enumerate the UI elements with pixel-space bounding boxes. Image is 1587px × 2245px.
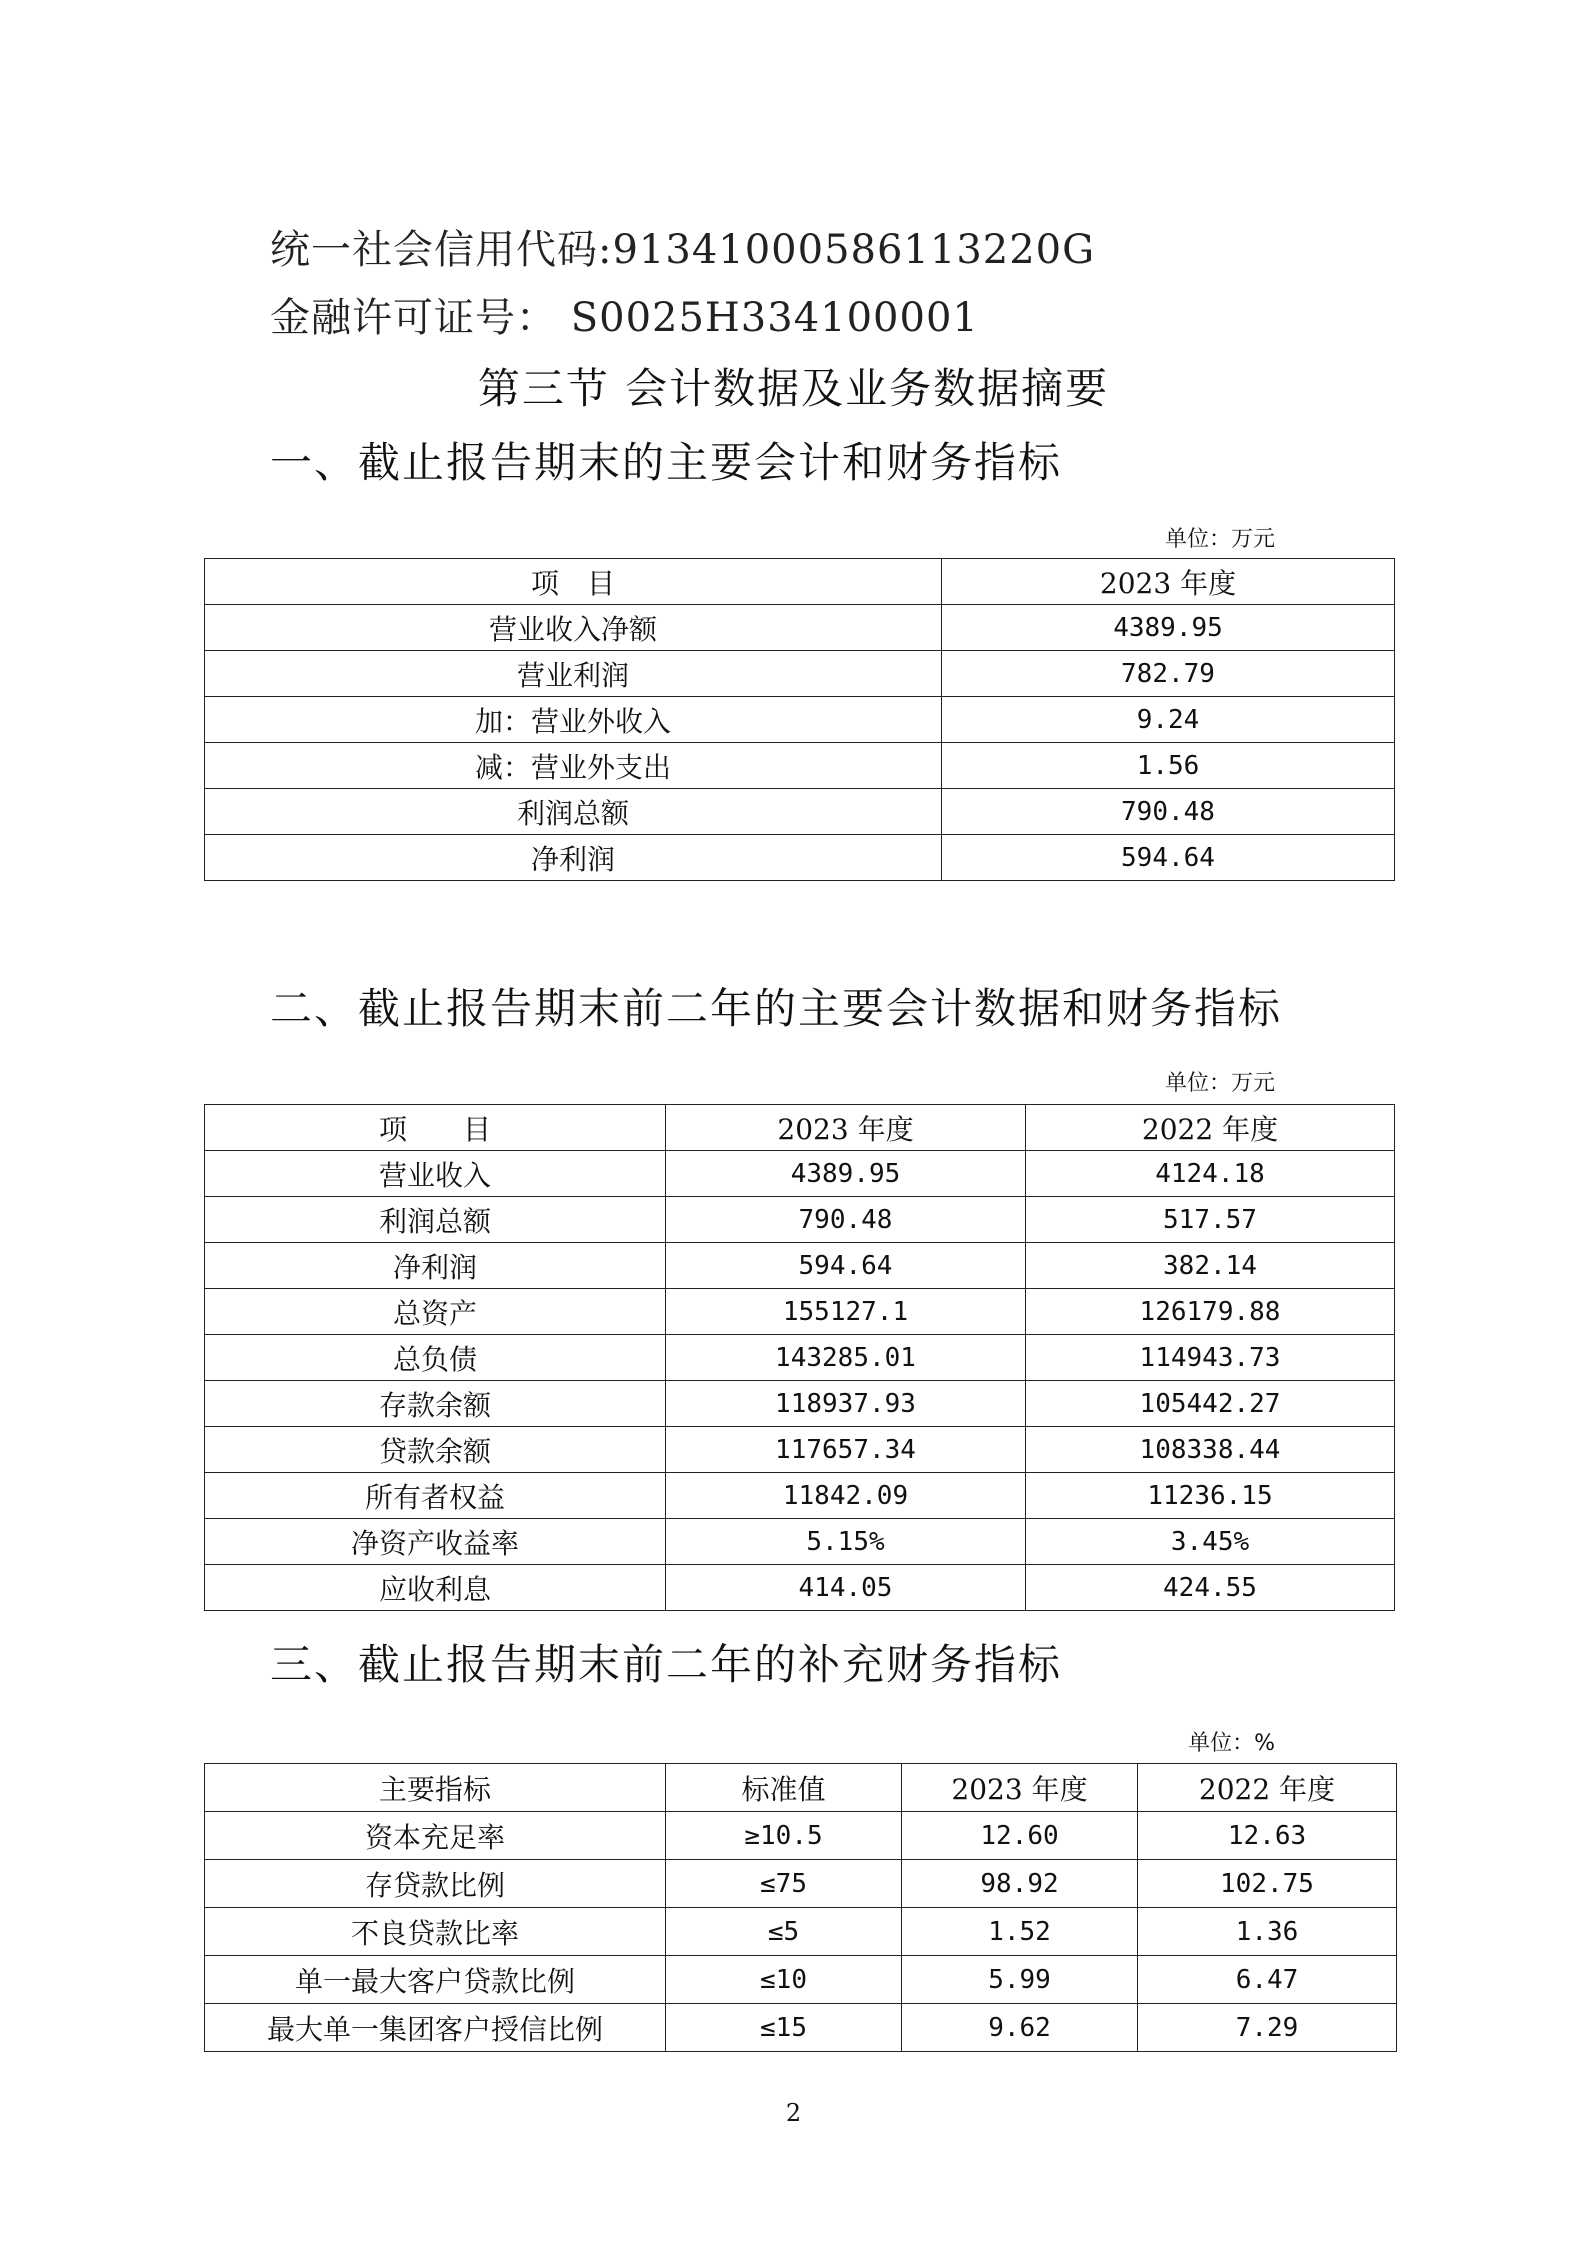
table-row (205, 1427, 1395, 1473)
row-value-2023: 9.62 (902, 2004, 1138, 2052)
table1-heading: 一、截止报告期末的主要会计和财务指标 (270, 438, 1063, 487)
license-number-line: 金融许可证号： S0025H334100001 (270, 295, 979, 341)
row-label: 应收利息 (205, 1565, 666, 1611)
table-row (205, 1243, 1395, 1289)
row-label: 存款余额 (205, 1381, 666, 1427)
row-standard: ≥10.5 (666, 1812, 902, 1860)
row-value-2023: 1.52 (902, 1908, 1138, 1956)
table-row (205, 1519, 1395, 1565)
row-value-2022: 6.47 (1138, 1956, 1397, 2004)
row-label: 所有者权益 (205, 1473, 666, 1519)
row-value-2022: 3.45% (1026, 1519, 1395, 1565)
table-row (205, 1812, 1397, 1860)
table2-heading: 二、截止报告期末前二年的主要会计数据和财务指标 (270, 984, 1283, 1033)
row-standard: ≤5 (666, 1908, 902, 1956)
row-label: 减：营业外支出 (205, 743, 942, 789)
table3-heading: 三、截止报告期末前二年的补充财务指标 (270, 1640, 1063, 1689)
row-value-2022: 12.63 (1138, 1812, 1397, 1860)
row-label: 净资产收益率 (205, 1519, 666, 1565)
row-label: 净利润 (205, 835, 942, 881)
table2-unit: 单位：万元 (1164, 1071, 1275, 1096)
table3-header-cell: 主要指标 (205, 1764, 666, 1812)
row-label: 总资产 (205, 1289, 666, 1335)
row-label: 存贷款比例 (205, 1860, 666, 1908)
row-value-2023: 782.79 (942, 651, 1395, 697)
table-row (205, 1565, 1395, 1611)
row-value-2023: 11842.09 (666, 1473, 1026, 1519)
row-standard: ≤10 (666, 1956, 902, 2004)
table-row (205, 1473, 1395, 1519)
row-value-2022: 102.75 (1138, 1860, 1397, 1908)
row-value-2023: 117657.34 (666, 1427, 1026, 1473)
row-value-2023: 143285.01 (666, 1335, 1026, 1381)
table-row (205, 605, 1395, 651)
table3-header-row (205, 1764, 1397, 1812)
row-label: 营业收入 (205, 1151, 666, 1197)
table1-header-row (205, 559, 1395, 605)
page-number: 2 (785, 2099, 802, 2127)
table-row (205, 1381, 1395, 1427)
table-row (205, 1197, 1395, 1243)
row-label: 利润总额 (205, 789, 942, 835)
row-value-2022: 108338.44 (1026, 1427, 1395, 1473)
table1-header-cell: 项 目 (205, 559, 942, 605)
row-value-2023: 790.48 (942, 789, 1395, 835)
row-standard: ≤15 (666, 2004, 902, 2052)
table2-header-cell: 2023 年度 (666, 1105, 1026, 1151)
table2-header-cell: 项 目 (205, 1105, 666, 1151)
row-label: 加：营业外收入 (205, 697, 942, 743)
row-label: 营业利润 (205, 651, 942, 697)
row-value-2023: 1.56 (942, 743, 1395, 789)
row-value-2022: 517.57 (1026, 1197, 1395, 1243)
row-value-2023: 98.92 (902, 1860, 1138, 1908)
row-label: 总负债 (205, 1335, 666, 1381)
table2-two-year-indicators (204, 1104, 1395, 1611)
table-row (205, 835, 1395, 881)
row-value-2022: 382.14 (1026, 1243, 1395, 1289)
table1-accounting-indicators (204, 558, 1395, 881)
table3-unit: 单位：% (1188, 1731, 1275, 1756)
row-value-2022: 424.55 (1026, 1565, 1395, 1611)
table3-header-cell: 标准值 (666, 1764, 902, 1812)
row-value-2023: 155127.1 (666, 1289, 1026, 1335)
row-value-2022: 105442.27 (1026, 1381, 1395, 1427)
row-value-2023: 594.64 (666, 1243, 1026, 1289)
row-label: 净利润 (205, 1243, 666, 1289)
row-value-2022: 114943.73 (1026, 1335, 1395, 1381)
row-value-2022: 4124.18 (1026, 1151, 1395, 1197)
table-row (205, 1956, 1397, 2004)
table2-header-row (205, 1105, 1395, 1151)
row-value-2023: 9.24 (942, 697, 1395, 743)
table3-header-cell: 2022 年度 (1138, 1764, 1397, 1812)
row-value-2023: 118937.93 (666, 1381, 1026, 1427)
row-label: 不良贷款比率 (205, 1908, 666, 1956)
row-label: 利润总额 (205, 1197, 666, 1243)
table-row (205, 1289, 1395, 1335)
row-value-2023: 594.64 (942, 835, 1395, 881)
table-row (205, 2004, 1397, 2052)
table-row (205, 1151, 1395, 1197)
row-value-2023: 4389.95 (942, 605, 1395, 651)
table3-header-cell: 2023 年度 (902, 1764, 1138, 1812)
table3-supplementary-indicators (204, 1763, 1397, 2052)
table-row (205, 1860, 1397, 1908)
table2-header-cell: 2022 年度 (1026, 1105, 1395, 1151)
row-label: 贷款余额 (205, 1427, 666, 1473)
row-value-2022: 11236.15 (1026, 1473, 1395, 1519)
row-value-2022: 7.29 (1138, 2004, 1397, 2052)
row-label: 单一最大客户贷款比例 (205, 1956, 666, 2004)
table1-unit: 单位：万元 (1164, 527, 1275, 552)
credit-code-line: 统一社会信用代码:91341000586113220G (270, 227, 1096, 273)
row-value-2023: 4389.95 (666, 1151, 1026, 1197)
table1-header-cell: 2023 年度 (942, 559, 1395, 605)
table-row (205, 697, 1395, 743)
row-value-2023: 414.05 (666, 1565, 1026, 1611)
row-value-2023: 5.15% (666, 1519, 1026, 1565)
row-value-2023: 5.99 (902, 1956, 1138, 2004)
section-title: 第三节 会计数据及业务数据摘要 (477, 364, 1110, 413)
table-row (205, 1908, 1397, 1956)
row-label: 营业收入净额 (205, 605, 942, 651)
table-row (205, 743, 1395, 789)
table-row (205, 1335, 1395, 1381)
row-value-2023: 790.48 (666, 1197, 1026, 1243)
row-value-2023: 12.60 (902, 1812, 1138, 1860)
row-label: 资本充足率 (205, 1812, 666, 1860)
row-standard: ≤75 (666, 1860, 902, 1908)
table-row (205, 789, 1395, 835)
table-row (205, 651, 1395, 697)
row-label: 最大单一集团客户授信比例 (205, 2004, 666, 2052)
row-value-2022: 126179.88 (1026, 1289, 1395, 1335)
row-value-2022: 1.36 (1138, 1908, 1397, 1956)
